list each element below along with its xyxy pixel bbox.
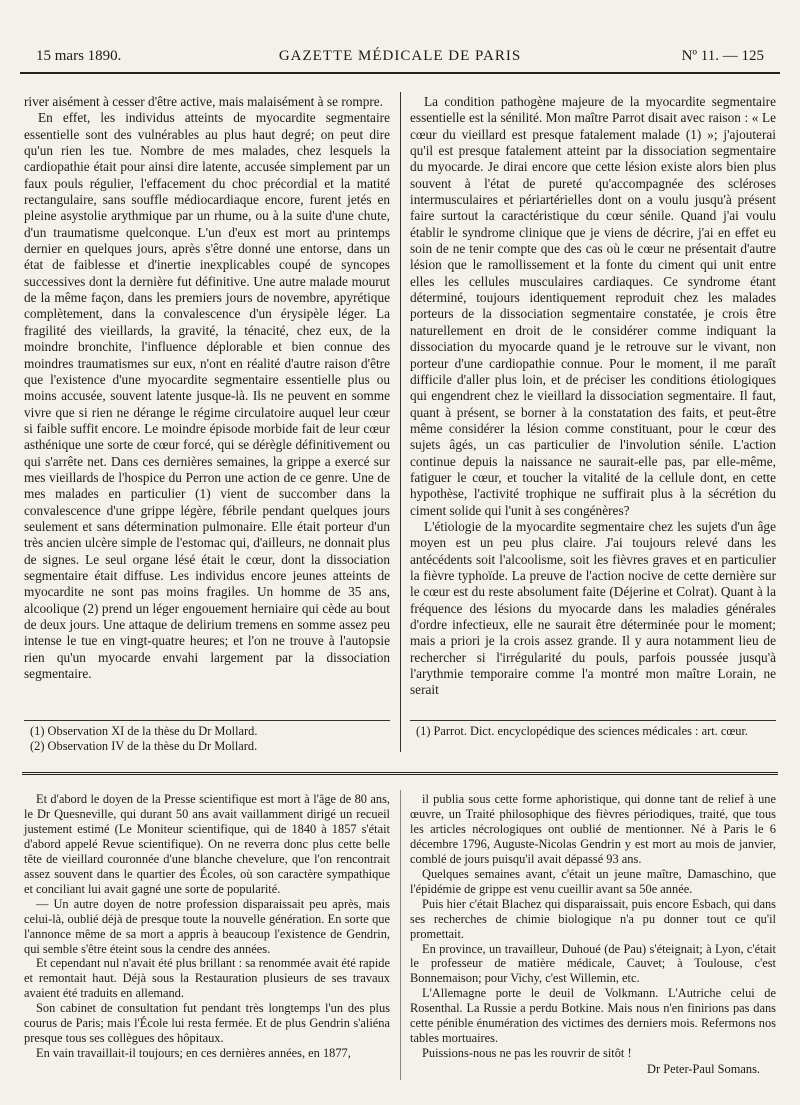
right-footnotes: [416, 724, 776, 739]
right-paragraph: L'étiologie de la myocardite segmentaire chez les sujets d'un âge moyen est un peu plus claire. J'ai toujours relevé dans les antécédents soit l'alcoolisme, soit les fièvres graves et en particulier la fièvre typhoïde. La preuve de l'action nocive de cette dernière sur le cœur est du reste absolument faite (Déjerine et Colrat). Quant à la fréquence des lésions du myocarde dans les maladies générales d'ordre infectieux, elle ne saurait être déterminée pour le moment; mais a priori je la crois assez grande. Il y aura notamment lieu de rechercher si l'irrégularité du pouls, parfois poussée jusqu'à l'arythmie temporaire comme l'a montré mon maître Lorain, ne serait: [410, 518, 776, 698]
footnote: (1) Parrot. Dict. encyclopédique des sciences médicales : art. cœur.: [416, 724, 749, 738]
header-title: GAZETTE MÉDICALE DE PARIS: [278, 48, 522, 64]
header-rule: [20, 72, 780, 74]
bottom-right-paragraph: Quelques semaines avant, c'était un jeune maître, Damaschino, que l'épidémie de grippe est venu cueillir avant sa 50e année.: [410, 866, 776, 896]
bottom-right-column: [410, 792, 776, 1061]
left-footnotes: [30, 724, 390, 754]
footnote: (1) Observation XI de la thèse du Dr Mollard.: [30, 724, 258, 738]
bottom-right-paragraph: L'Allemagne porte le deuil de Volkmann. L'Autriche celui de Rosenthal. La Russie a perdu Botkine. Mais nous n'en finirions pas dans cette pénible énumération des victimes des derniers mois. Refermons nos tables mortuaires.: [410, 986, 776, 1046]
left-paragraph: En effet, les individus atteints de myocardite segmentaire essentielle sont des vulnérables au plus haut degré; on peut dire qu'un rien les tue. Nombre de mes malades, chez lesquels la cardiopathie était pour ainsi dire latente, accusée simplement par un faux pouls régulier, l'effacement du choc précordial et la matité rectangulaire, sans souffle médiocardiaque encore, furent jetés en pleine asystolie arythmique par un rhume, ou à la suite d'une chute, d'un traumatisme quelconque. L'un d'eux est mort au printemps dernier en quelques jours, après s'être donné une entorse, dans un état de faiblesse et d'inertie inexplicables coupé de syncopes successives dont la dernière fut définitive. Une autre malade mourut de la même façon, dans les premiers jours de novembre, apyrétique complètement, dans la convalescence d'un érysipèle léger. La fragilité des vieillards, la gravité, la ténacité, chez eux, de la moindre bronchite, l'influence déplorable et bien connue des moindres traumatismes sur eux, n'ont en réalité d'autre raison d'être que l'existence d'une myocardite segmentaire essentielle plus ou moins accusée, souvent latente jusque-là. Ils ne peuvent en somme vivre que si rien ne dérange le régime circulatoire auquel leur cœur si faible suffit encore. Le moindre épisode morbide fait de leur cœur asthénique une sorte de cœur forcé, qui se dérègle définitivement ou qui s'arrête net. Dans ces dernières semaines, la grippe a exercé sur mes vieillards de l'hospice du Perron une action de ce genre. Une de mes malades en particulier (1) vient de succomber dans la convalescence d'une grippe légère, fébrile pendant quelques jours seulement et sans détermination pulmonaire. Elle était porteur d'un très ancien ulcère simple de l'estomac qui, d'ailleurs, ne donnait plus de signes. Le seul organe lésé était le cœur, dont la dissociation segmentaire était diffuse. Les individus encore jeunes atteints de myocardite ne sont pas moins fragiles. Un homme de 35 ans, alcoolique (2) prend un léger engouement herniaire qui cède au bout de deux jours. Une attaque de delirium tremens en somme assez peu intense le tue en vingt-quatre heures; et l'on ne trouve à l'autopsie rien qu'un myocarde envahi largement par la dissociation segmentaire.: [24, 110, 390, 682]
author-signature: Dr Peter-Paul Somans.: [647, 1062, 760, 1076]
section-rule: [22, 772, 778, 775]
bottom-right-paragraph: Puissions-nous ne pas les rouvrir de sitôt !: [422, 1046, 632, 1061]
bottom-left-paragraph: — Un autre doyen de notre profession disparaissait peu après, mais celui-là, oublié déjà de presque toute la nouvelle génération. En sorte que l'annonce même de sa mort a appris à beaucoup l'existence de Gendrin, qui semble s'être éteint sous la cendre des années.: [24, 896, 390, 956]
bottom-left-column: [24, 792, 390, 1061]
bottom-column-divider: [400, 790, 401, 1080]
bottom-left-paragraph: Son cabinet de consultation fut pendant très longtemps l'un des plus courus de Paris; mais l'École lui resta fermée. Et de plus Gendrin s'aliéna presque tous ses collègues des hôpitaux.: [24, 1001, 390, 1046]
bottom-left-paragraph: En vain travaillait-il toujours; en ces dernières années, en 1877,: [36, 1046, 351, 1061]
column-divider: [400, 92, 401, 752]
right-column: [410, 94, 776, 699]
header-date: 15 mars 1890.: [36, 48, 122, 64]
bottom-left-paragraph: Et d'abord le doyen de la Presse scientifique est mort à l'âge de 80 ans, le Dr Quesneville, qui durant 50 ans avait vaillamment dirigé un recueil justement estimé (Le Moniteur scientifique, qui de 1840 à 1857 s'était d'abord appelé Revue scientifique). On ne reverra donc plus cette belle tête de vieillard couronnée d'une blanche chevelure, que l'on rencontrait assez souvent dans le quartier des Écoles, où son caractère sympathique et conciliant lui avait gagné une sorte de popularité.: [24, 792, 390, 896]
footnote: (2) Observation IV de la thèse du Dr Mollard.: [30, 739, 258, 753]
left-paragraph: river aisément à cesser d'être active, mais malaisément à se rompre.: [24, 94, 384, 109]
bottom-right-paragraph: En province, un travailleur, Duhoué (de Pau) s'éteignait; à Lyon, c'était le professeur de matière médicale, Cauvet; à Toulouse, c'est Bonnemaison; pour Vichy, c'est Willemin, etc.: [410, 941, 776, 986]
header-issue-number: Nº 11. — 125: [681, 48, 764, 64]
left-column: [24, 94, 390, 682]
bottom-right-paragraph: Puis hier c'était Blachez qui disparaissait, puis encore Esbach, qui dans ses recherches de chimie biologique n'a pu donner tout ce qu'il promettait.: [410, 896, 776, 941]
page-header: [36, 44, 764, 70]
bottom-right-paragraph: il publia sous cette forme aphoristique, qui donne tant de relief à une œuvre, un Traité philosophique des fièvres périodiques, traité, que tous les articles nécrologiques ont oublié de mentionner. Né à Paris le 6 décembre 1796, Auguste-Nicolas Gendrin y est mort au mois de janvier, comblé de jours puisqu'il avait dépassé 93 ans.: [410, 792, 776, 866]
left-footnote-rule: [24, 720, 390, 721]
bottom-left-paragraph: Et cependant nul n'avait été plus brillant : sa renommée avait été rapide et remontait haut. Déjà sous la Restauration plusieurs de ses travaux avaient été traduits en allemand.: [24, 956, 390, 1001]
right-footnote-rule: [410, 720, 776, 721]
right-paragraph: La condition pathogène majeure de la myocardite segmentaire essentielle est la sénilité. Mon maître Parrot disait avec raison : « Le cœur du vieillard est presque fatalement malade (1) »; j'ajouterai qu'il est presque fatalement atteint par la dissociation segmentaire du myocarde. Je dirai encore que cette lésion existe alors bien plus souvent à l'état de pureté qu'accompagnée des scléroses intermusculaires et périartérielles dont on a voulu jusqu'à présent faire surtout la caractéristique du cœur sénile. Quand j'ai voulu établir le syndrome clinique que je viens de décrire, j'ai en effet eu soin de ne tenir compte que des cas où le cœur ne présentait d'autre lésion que le ramollissement et la fonte du ciment qui unit entre elles les cellules musculaires cardiaques. Ce syndrome étant déterminé, toujours identiquement reproduit chez les malades porteurs de la dissociation segmentaire constatée, je crois être naturellement en droit de le considérer comme indiquant la dissociation du myocarde quand je le retrouve sur le vivant, non porteur d'une cardiopathie connue. Pour le moment, il me paraît difficile d'aller plus loin, et de préciser les conditions étiologiques qui engendrent chez le vieillard la dissociation segmentaire. Il faut, quant à présent, se borner à la constatation des faits, et peut-être même considérer la lésion comme constituant, pour le cœur des sujets âgés, un cas particulier de l'involution sénile. L'action continue depuis la naissance ne saurait-elle pas, par elle-même, fatiguer le cœur, et toucher la vitalité de la cellule dont, en cette hypothèse, l'activité trophique ne suffirait plus à la sécrétion du ciment solide qui l'unit à ses congénères?: [410, 94, 776, 518]
